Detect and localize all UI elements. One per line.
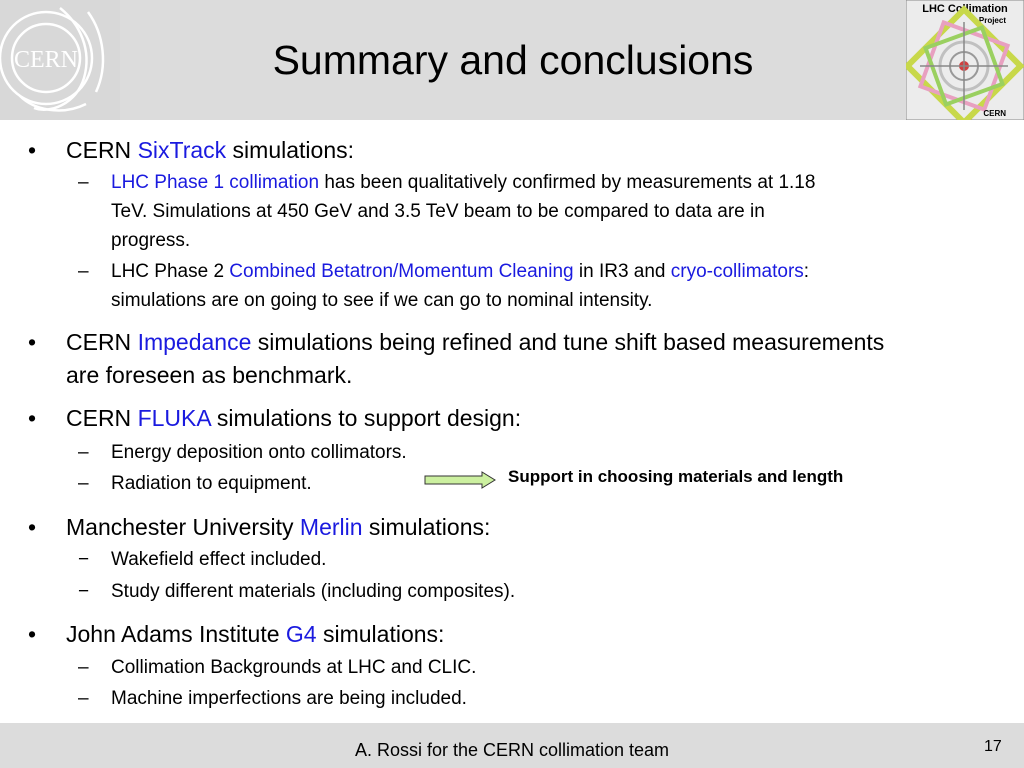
keyword-phase1-collimation: LHC Phase 1 collimation [111, 172, 320, 193]
dash-marker: – [78, 442, 89, 463]
right-arrow-icon [424, 471, 496, 489]
lhc-logo-subtitle: Project [978, 16, 1006, 25]
lhc-logo-graphic [906, 0, 1024, 120]
keyword-impedance: Impedance [137, 329, 252, 355]
dash-marker: – [78, 657, 89, 678]
keyword-sixtrack: SixTrack [137, 137, 227, 163]
bullet-line: CERN Impedance simulations being refined and tune shift based measurements [66, 329, 885, 355]
minus-marker: − [78, 549, 90, 570]
sub-bullet-energy-deposition: – Energy deposition onto collimators. [111, 438, 407, 467]
sub-bullet-phase2 [78, 257, 810, 315]
minus-marker: − [78, 581, 90, 602]
dash-marker: – [78, 688, 89, 709]
keyword-fluka: FLUKA [137, 405, 211, 431]
bullet-marker: • [28, 405, 37, 431]
sub-bullet-line: progress. [111, 230, 191, 251]
lhc-logo-title: LHC Collimation [922, 3, 1008, 15]
sub-bullet-wakefield: − Wakefield effect included. [111, 545, 326, 574]
bullet-g4: • John Adams Institute G4 simulations: [66, 618, 444, 651]
cern-logo-graphic [0, 0, 120, 120]
keyword-merlin: Merlin [299, 514, 363, 540]
slide-header [0, 0, 1024, 120]
sub-bullet-materials: − Study different materials (including composites). [111, 577, 515, 606]
dash-marker: – [78, 172, 89, 193]
bullet-marker: • [28, 329, 37, 355]
bullet-fluka: • CERN FLUKA simulations to support design: [66, 402, 521, 435]
dash-marker: – [78, 261, 89, 282]
footer-author: A. Rossi for the CERN collimation team [354, 740, 670, 760]
bullet-marker: • [28, 514, 37, 540]
keyword-cryo-collimators: cryo-collimators [670, 261, 804, 282]
sub-bullet-line: simulations are on going to see if we can go to nominal intensity. [111, 290, 653, 311]
sub-bullet-phase1 [78, 168, 816, 255]
sub-bullet-line: LHC Phase 1 collimation has been qualitatively confirmed by measurements at 1.18 [111, 172, 816, 193]
keyword-g4: G4 [285, 621, 317, 647]
bullet-marker: • [28, 137, 37, 163]
dash-marker: – [78, 473, 89, 494]
sub-bullet-line: LHC Phase 2 Combined Betatron/Momentum Cleaning in IR3 and cryo-collimators: [111, 261, 810, 282]
support-note: Support in choosing materials and length [508, 467, 844, 486]
cern-logo-text: CERN [13, 47, 79, 73]
slide-title: Summary and conclusions [272, 37, 754, 83]
lhc-collimation-logo [906, 0, 1024, 120]
bullet-line: are foreseen as benchmark. [66, 362, 353, 388]
sub-bullet-backgrounds: – Collimation Backgrounds at LHC and CLIC. [111, 653, 476, 682]
bullet-sixtrack: • CERN SixTrack simulations: [66, 134, 354, 167]
sub-bullet-radiation: – Radiation to equipment. [111, 469, 312, 498]
bullet-impedance [28, 326, 885, 392]
cern-logo [0, 0, 120, 120]
lhc-logo-org: CERN [983, 109, 1006, 118]
slide-footer [0, 723, 1024, 768]
bullet-marker: • [28, 621, 37, 647]
sub-bullet-line: TeV. Simulations at 450 GeV and 3.5 TeV beam to be compared to data are in [111, 201, 765, 222]
page-number: 17 [984, 738, 1002, 755]
sub-bullet-imperfections: – Machine imperfections are being included. [111, 684, 467, 713]
bullet-merlin: • Manchester University Merlin simulations: [66, 511, 490, 544]
slide-body [0, 120, 1024, 723]
keyword-combined-cleaning: Combined Betatron/Momentum Cleaning [229, 261, 574, 282]
